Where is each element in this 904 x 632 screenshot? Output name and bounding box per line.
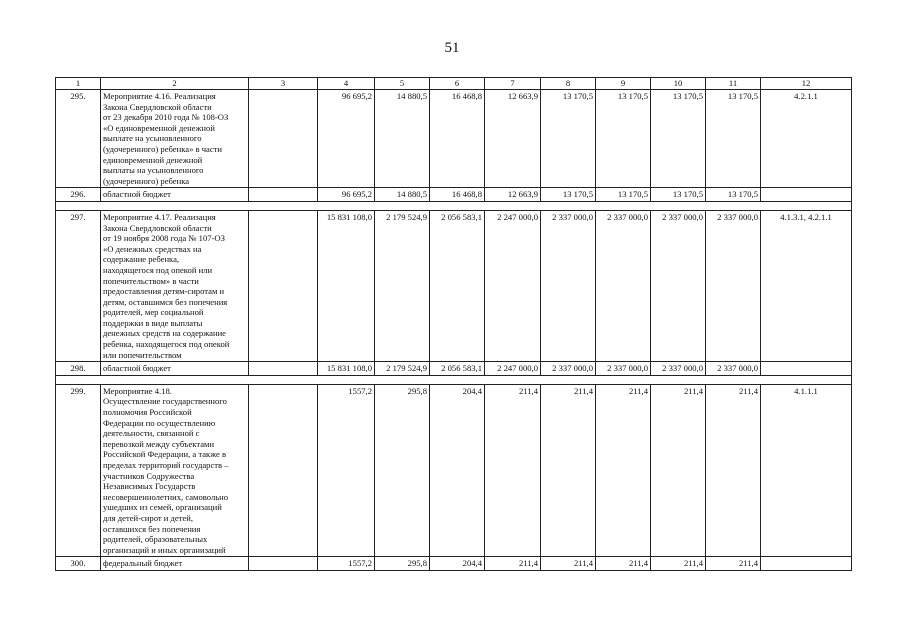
row-col3 bbox=[249, 188, 318, 202]
row-value: 2 247 000,0 bbox=[485, 362, 541, 376]
row-description bbox=[101, 362, 249, 376]
row-value: 13 170,5 bbox=[596, 188, 651, 202]
row-value: 211,4 bbox=[706, 557, 761, 571]
row-number: 297. bbox=[56, 210, 101, 361]
row-value: 96 695,2 bbox=[318, 90, 375, 188]
column-header: 3 bbox=[249, 78, 318, 90]
row-value: 2 337 000,0 bbox=[651, 210, 706, 361]
row-value: 13 170,5 bbox=[706, 188, 761, 202]
row-reference bbox=[761, 557, 852, 571]
table-row bbox=[56, 210, 852, 361]
row-number: 295. bbox=[56, 90, 101, 188]
row-value: 2 056 583,1 bbox=[430, 210, 485, 361]
row-col3 bbox=[249, 384, 318, 557]
row-value: 295,8 bbox=[375, 557, 430, 571]
row-value: 14 880,5 bbox=[375, 188, 430, 202]
row-col3 bbox=[249, 557, 318, 571]
row-value: 211,4 bbox=[596, 557, 651, 571]
row-value: 12 663,9 bbox=[485, 90, 541, 188]
row-number: 298. bbox=[56, 362, 101, 376]
row-description-text: областной бюджет bbox=[103, 363, 171, 374]
row-number: 299. bbox=[56, 384, 101, 557]
column-header: 9 bbox=[596, 78, 651, 90]
row-value: 2 337 000,0 bbox=[651, 362, 706, 376]
row-value: 15 831 108,0 bbox=[318, 210, 375, 361]
table-row bbox=[56, 557, 852, 571]
row-description bbox=[101, 210, 249, 361]
row-value: 16 468,8 bbox=[430, 188, 485, 202]
row-spacer bbox=[56, 201, 852, 210]
row-value: 13 170,5 bbox=[651, 188, 706, 202]
row-value: 13 170,5 bbox=[541, 90, 596, 188]
row-value: 96 695,2 bbox=[318, 188, 375, 202]
row-col3 bbox=[249, 90, 318, 188]
row-description bbox=[101, 90, 249, 188]
row-value: 2 337 000,0 bbox=[706, 210, 761, 361]
row-description bbox=[101, 557, 249, 571]
table-header-row bbox=[56, 78, 852, 90]
row-value: 204,4 bbox=[430, 384, 485, 557]
row-value: 295,8 bbox=[375, 384, 430, 557]
column-header: 1 bbox=[56, 78, 101, 90]
row-value: 211,4 bbox=[706, 384, 761, 557]
row-col3 bbox=[249, 362, 318, 376]
row-value: 2 179 524,9 bbox=[375, 362, 430, 376]
row-value: 2 056 583,1 bbox=[430, 362, 485, 376]
row-value: 2 337 000,0 bbox=[596, 210, 651, 361]
row-value: 211,4 bbox=[485, 557, 541, 571]
row-value: 2 179 524,9 bbox=[375, 210, 430, 361]
row-description-text: Мероприятие 4.16. Реализация Закона Свердловской области от 23 декабря 2010 года № 108-ОЗ «О единовременной денежной выплате на усыновленного (удочеренного) ребенка» в части единовременной денежной выплаты на усыновленного (удочеренного) ребенка bbox=[103, 91, 229, 186]
row-value: 13 170,5 bbox=[596, 90, 651, 188]
row-value: 13 170,5 bbox=[651, 90, 706, 188]
row-description bbox=[101, 384, 249, 557]
row-value: 16 468,8 bbox=[430, 90, 485, 188]
row-value: 211,4 bbox=[651, 557, 706, 571]
row-spacer bbox=[56, 375, 852, 384]
row-value: 211,4 bbox=[541, 557, 596, 571]
row-value: 15 831 108,0 bbox=[318, 362, 375, 376]
row-description-text: областной бюджет bbox=[103, 189, 171, 200]
column-header: 12 bbox=[761, 78, 852, 90]
row-value: 204,4 bbox=[430, 557, 485, 571]
row-reference bbox=[761, 362, 852, 376]
row-value: 211,4 bbox=[485, 384, 541, 557]
table-row bbox=[56, 362, 852, 376]
row-number: 300. bbox=[56, 557, 101, 571]
row-value: 211,4 bbox=[541, 384, 596, 557]
row-reference: 4.1.3.1, 4.2.1.1 bbox=[761, 210, 852, 361]
row-number: 296. bbox=[56, 188, 101, 202]
column-header: 11 bbox=[706, 78, 761, 90]
row-value: 1557,2 bbox=[318, 557, 375, 571]
row-value: 2 337 000,0 bbox=[596, 362, 651, 376]
table-row bbox=[56, 90, 852, 188]
row-value: 12 663,9 bbox=[485, 188, 541, 202]
column-header: 5 bbox=[375, 78, 430, 90]
row-spacer-cell bbox=[56, 375, 852, 384]
budget-table bbox=[55, 77, 852, 571]
column-header: 8 bbox=[541, 78, 596, 90]
row-value: 211,4 bbox=[596, 384, 651, 557]
column-header: 6 bbox=[430, 78, 485, 90]
row-value: 2 337 000,0 bbox=[541, 362, 596, 376]
column-header: 10 bbox=[651, 78, 706, 90]
row-reference: 4.1.1.1 bbox=[761, 384, 852, 557]
row-value: 2 337 000,0 bbox=[541, 210, 596, 361]
row-value: 2 337 000,0 bbox=[706, 362, 761, 376]
row-description-text: Мероприятие 4.17. Реализация Закона Свердловской области от 19 ноября 2008 года № 107-ОЗ «О денежных средствах на содержание ребенка, находящегося под опекой или попечительством» в части предоставления детям-сиротам и детям, оставшимся без попечения родителей, мер социальной поддержки в виде выплаты денежных средств на содержание ребенка, находящегося под опекой или попечительством bbox=[103, 211, 230, 360]
row-reference: 4.2.1.1 bbox=[761, 90, 852, 188]
row-spacer-cell bbox=[56, 201, 852, 210]
table-row bbox=[56, 188, 852, 202]
page-number: 51 bbox=[444, 40, 460, 56]
row-value: 14 880,5 bbox=[375, 90, 430, 188]
row-reference bbox=[761, 188, 852, 202]
column-header: 7 bbox=[485, 78, 541, 90]
row-description bbox=[101, 188, 249, 202]
table-row bbox=[56, 384, 852, 557]
row-col3 bbox=[249, 210, 318, 361]
row-description-text: Мероприятие 4.18. Осуществление государственного полномочия Российской Федерации по осуществлению деятельности, связанной с перевозкой между субъектами Российской Федерации, а также в пределах территорий государств – участников Содружества Независимых Государств несовершеннолетних, самовольно ушедших из семей, организаций для детей-сирот и детей, оставшихся без попечения родителей, образовательных организаций и иных организаций bbox=[103, 385, 229, 555]
row-value: 13 170,5 bbox=[541, 188, 596, 202]
column-header: 4 bbox=[318, 78, 375, 90]
row-value: 2 247 000,0 bbox=[485, 210, 541, 361]
row-value: 1557,2 bbox=[318, 384, 375, 557]
row-value: 211,4 bbox=[651, 384, 706, 557]
column-header: 2 bbox=[101, 78, 249, 90]
row-description-text: федеральный бюджет bbox=[103, 558, 183, 569]
row-value: 13 170,5 bbox=[706, 90, 761, 188]
